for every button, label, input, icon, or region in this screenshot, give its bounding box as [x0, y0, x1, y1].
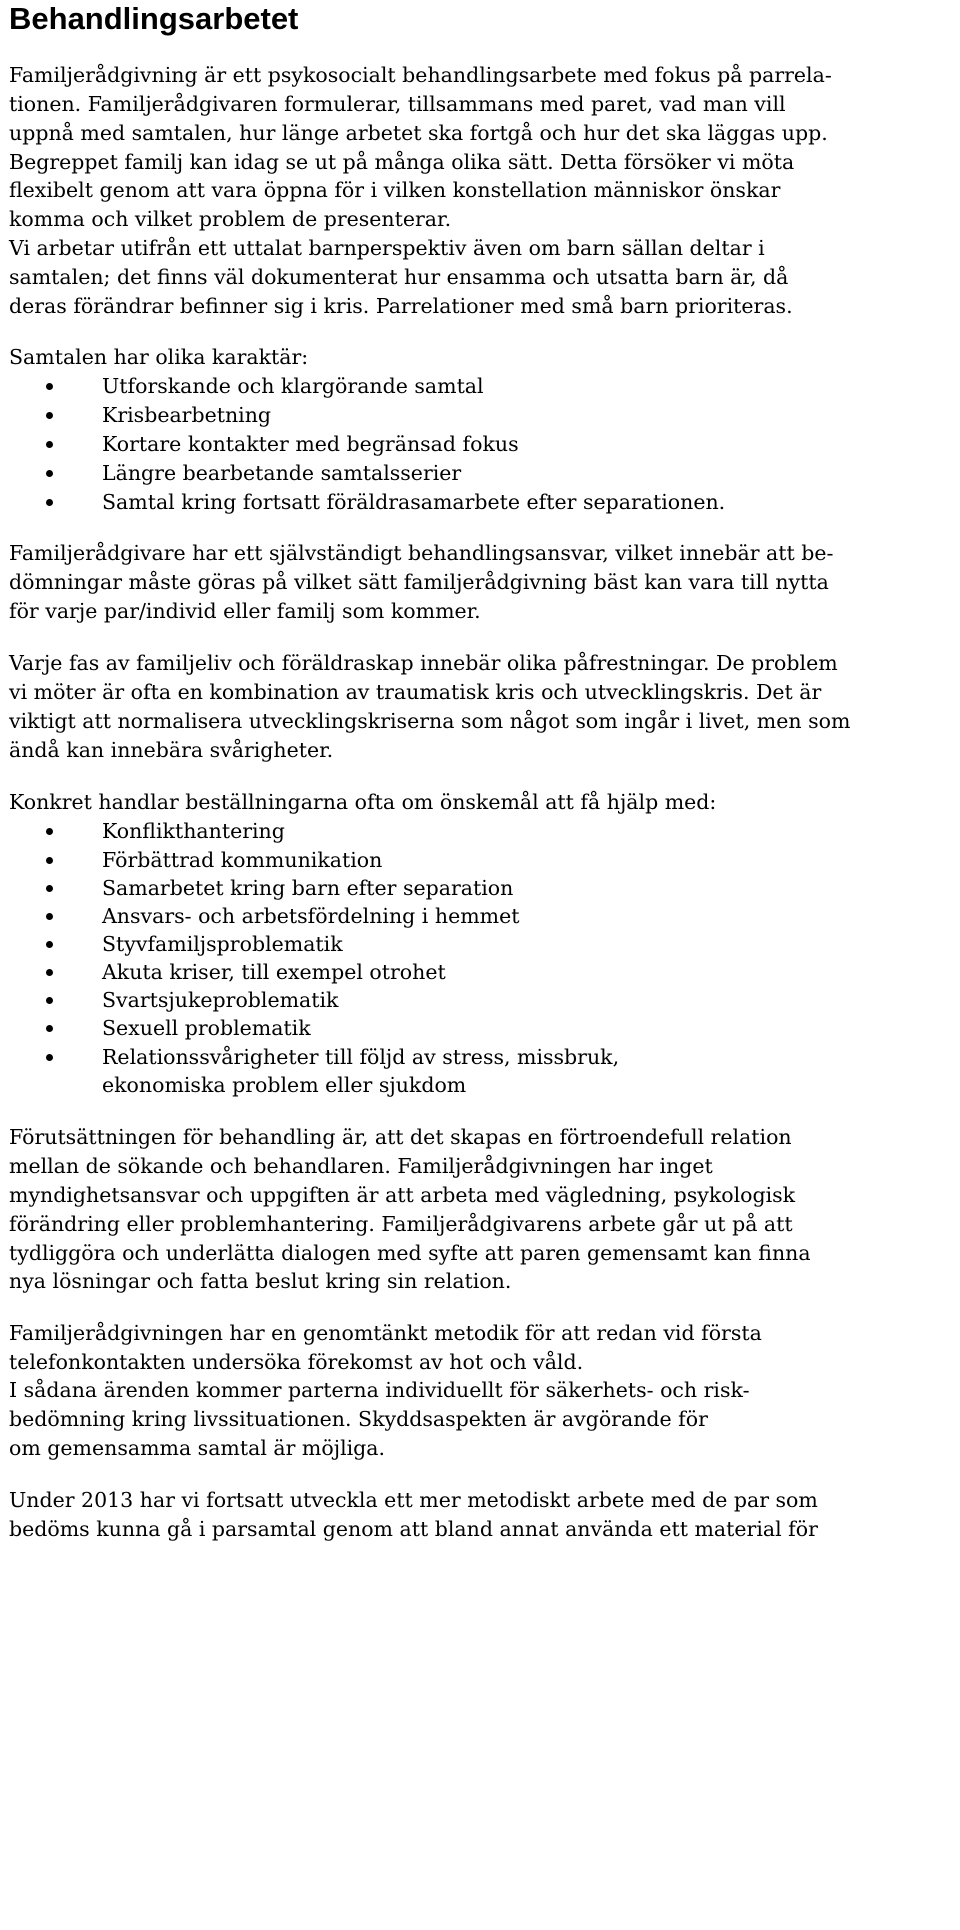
- text-line: Under 2013 har vi fortsatt utveckla ett mer metodiskt arbete med de par som: [9, 1488, 818, 1512]
- list-item-continuation: ekonomiska problem eller sjukdom: [102, 1073, 467, 1097]
- text-line: myndighetsansvar och uppgiften är att arbeta med vägledning, psykologisk: [9, 1183, 796, 1207]
- text-line: dömningar måste göras på vilket sätt familjerådgivning bäst kan vara till nytta: [9, 570, 829, 594]
- text-line: vi möter är ofta en kombination av traumatisk kris och utvecklingskris. Det är: [9, 680, 822, 704]
- list-item-text: Relationssvårigheter till följd av stress, missbruk,: [102, 1045, 620, 1069]
- text-line: viktigt att normalisera utvecklingskriserna som något som ingår i livet, men som: [9, 709, 851, 733]
- text-line: om gemensamma samtal är möjliga.: [9, 1436, 386, 1460]
- text-line: komma och vilket problem de presenterar.: [9, 207, 452, 231]
- text-line: tionen. Familjerådgivaren formulerar, tillsammans med paret, vad man vill: [9, 92, 786, 116]
- text-line: I sådana ärenden kommer parterna individuellt för säkerhets- och risk-: [9, 1378, 750, 1402]
- bullet-icon: [46, 441, 53, 448]
- text-line: tydliggöra och underlätta dialogen med syfte att paren gemensamt kan finna: [9, 1241, 811, 1265]
- text-line: ändå kan innebära svårigheter.: [9, 738, 334, 762]
- bullet-icon: [46, 941, 53, 948]
- text-line: för varje par/individ eller familj som kommer.: [9, 599, 481, 623]
- bullet-icon: [46, 1025, 53, 1032]
- text-line: bedöms kunna gå i parsamtal genom att bland annat använda ett material för: [9, 1517, 818, 1541]
- text-line: Familjerådgivare har ett självständigt behandlingsansvar, vilket innebär att be-: [9, 541, 834, 565]
- page-title: Behandlingsarbetet: [9, 1, 299, 36]
- list-item-text: Konflikthantering: [102, 819, 285, 843]
- list-item-text: Svartsjukeproblematik: [102, 988, 339, 1012]
- list-item-text: Sexuell problematik: [102, 1016, 311, 1040]
- bullet-icon: [46, 997, 53, 1004]
- text-line: deras förändrar befinner sig i kris. Parrelationer med små barn prioriteras.: [9, 294, 793, 318]
- bullet-icon: [46, 885, 53, 892]
- bullet-icon: [46, 470, 53, 477]
- bullet-icon: [46, 913, 53, 920]
- bullet-icon: [46, 412, 53, 419]
- text-line: samtalen; det finns väl dokumenterat hur ensamma och utsatta barn är, då: [9, 265, 789, 289]
- text-line: Förutsättningen för behandling är, att det skapas en förtroendefull relation: [9, 1125, 792, 1149]
- text-line: förändring eller problemhantering. Familjerådgivarens arbete går ut på att: [9, 1212, 793, 1236]
- bullet-icon: [46, 499, 53, 506]
- text-line: telefonkontakten undersöka förekomst av hot och våld.: [9, 1350, 584, 1374]
- text-line: uppnå med samtalen, hur länge arbetet ska fortgå och hur det ska läggas upp.: [9, 121, 828, 145]
- bullet-icon: [46, 383, 53, 390]
- text-line: Familjerådgivning är ett psykosocialt behandlingsarbete med fokus på parrela-: [9, 63, 832, 87]
- list-item-text: Ansvars- och arbetsfördelning i hemmet: [102, 904, 520, 928]
- text-line: bedömning kring livssituationen. Skyddsaspekten är avgörande för: [9, 1407, 708, 1431]
- list-item-text: Styvfamiljsproblematik: [102, 932, 343, 956]
- section-heading: Samtalen har olika karaktär:: [9, 345, 309, 369]
- bullet-icon: [46, 1054, 53, 1061]
- text-line: flexibelt genom att vara öppna för i vilken konstellation människor önskar: [9, 178, 781, 202]
- text-line: Familjerådgivningen har en genomtänkt metodik för att redan vid första: [9, 1321, 762, 1345]
- text-line: mellan de sökande och behandlaren. Familjerådgivningen har inget: [9, 1154, 713, 1178]
- text-line: Vi arbetar utifrån ett uttalat barnperspektiv även om barn sällan deltar i: [9, 236, 765, 260]
- list-item-text: Utforskande och klargörande samtal: [102, 374, 484, 398]
- list-item-text: Samtal kring fortsatt föräldrasamarbete efter separationen.: [102, 490, 726, 514]
- section-heading: Konkret handlar beställningarna ofta om önskemål att få hjälp med:: [9, 790, 717, 814]
- bullet-icon: [46, 828, 53, 835]
- list-item-text: Krisbearbetning: [102, 403, 272, 427]
- list-item-text: Akuta kriser, till exempel otrohet: [102, 960, 446, 984]
- list-item-text: Samarbetet kring barn efter separation: [102, 876, 514, 900]
- bullet-icon: [46, 857, 53, 864]
- list-item-text: Längre bearbetande samtalsserier: [102, 461, 462, 485]
- text-line: Begreppet familj kan idag se ut på många olika sätt. Detta försöker vi möta: [9, 150, 795, 174]
- bullet-icon: [46, 969, 53, 976]
- text-line: nya lösningar och fatta beslut kring sin relation.: [9, 1269, 512, 1293]
- list-item-text: Förbättrad kommunikation: [102, 848, 383, 872]
- text-line: Varje fas av familjeliv och föräldraskap innebär olika påfrestningar. De problem: [9, 651, 838, 675]
- list-item-text: Kortare kontakter med begränsad fokus: [102, 432, 519, 456]
